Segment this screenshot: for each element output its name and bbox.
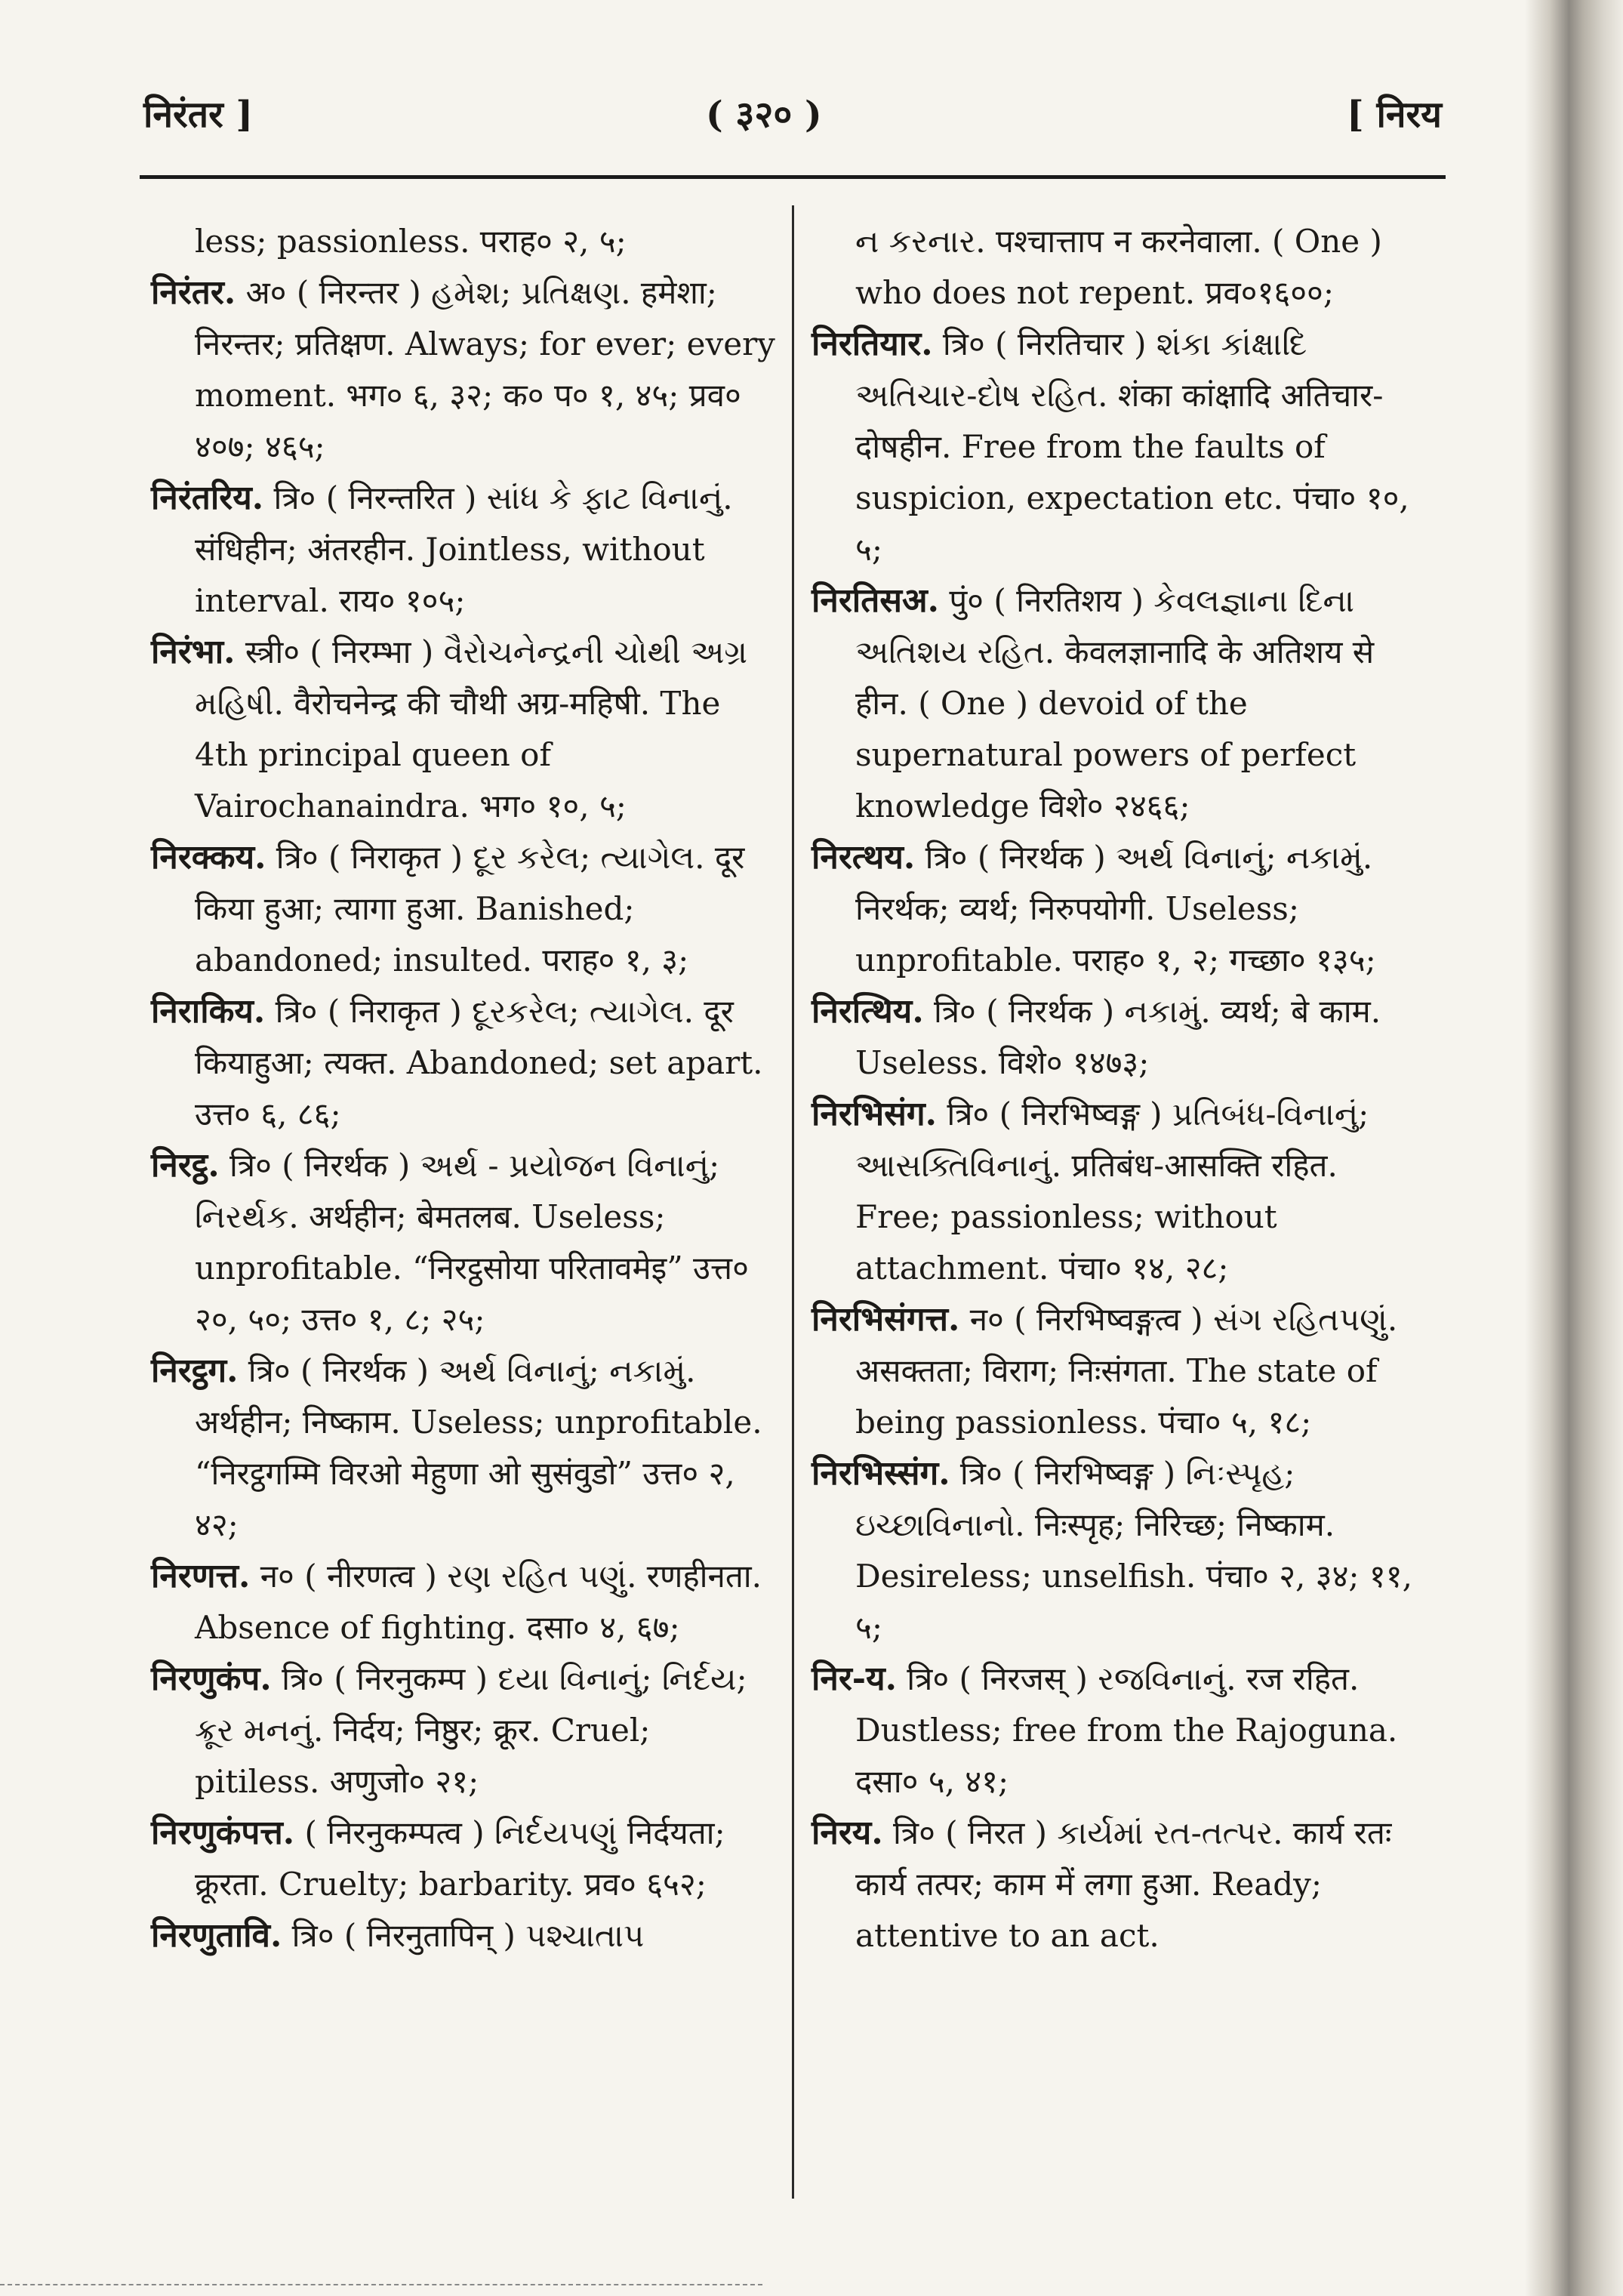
- entry-headword: निरंभा.: [151, 633, 236, 671]
- scan-edge: [1525, 0, 1623, 2296]
- header-right-word: [ निरय: [1347, 94, 1442, 136]
- entry-headword: निरक्कय.: [151, 838, 266, 877]
- entry-definition: त्रि० ( निरतिचार ) શંકા કાંક્ષાદિ અતિચાર-દોષ રહિત. शंका कांक्षादि अतिचार-दोषहीन. Free from the faults of suspicion, expectation etc. पंचा० १०, ५;: [855, 325, 1409, 568]
- entry-definition: न० ( निरभिष्वङ्गत्व ) સંગ રહિતપણું. असक्तता; विराग; निःसंगता. The state of being passionless. पंचा० ५, १८;: [855, 1301, 1398, 1441]
- dictionary-entry: [812, 1653, 1431, 1808]
- entry-headword: निरभिस्संग.: [812, 1454, 950, 1493]
- entry-headword: निरभिसंग.: [812, 1095, 937, 1133]
- entry-headword: निरतियार.: [812, 325, 933, 363]
- entry-headword: निरणत्त.: [151, 1557, 251, 1595]
- entry-definition: ( निरनुकम्पत्व ) નિર્દયપણું निर्दयता; क्रूरता. Cruelty; barbarity. प्रव० ६५२;: [195, 1814, 725, 1903]
- dictionary-entry: [151, 832, 778, 986]
- header-left-word: निरंतर ]: [143, 94, 254, 136]
- entry-headword: निरणुतावि.: [151, 1916, 282, 1955]
- entry-headword: निरत्थय.: [812, 838, 916, 877]
- entry-headword: निरणुकंप.: [151, 1660, 272, 1698]
- entry-headword: निरत्थिय.: [812, 992, 924, 1031]
- entry-headword: निरट्ठ.: [151, 1146, 220, 1185]
- entry-headword: निर-य.: [812, 1660, 897, 1698]
- entry-definition: त्रि० ( निरभिष्वङ्ग ) પ્રતિબંધ-વિનાનું; આસક્તિવિનાનું. प्रतिबंध-आसक्ति रहित. Free; passionless; without attachment. पंचा० १४, २८;: [855, 1096, 1369, 1287]
- entry-headword: निरंतरिय.: [151, 479, 264, 517]
- entry-definition: त्रि० ( निरजस् ) રજવિનાનું. रज रहित. Dustless; free from the Rajoguna. दसा० ५, ४१;: [855, 1660, 1398, 1800]
- entry-headword: निरट्ठग.: [151, 1351, 239, 1390]
- dictionary-entry: [151, 1808, 778, 1910]
- entry-headword: निराकिय.: [151, 992, 266, 1031]
- header-rule: [140, 175, 1446, 179]
- entry-headword: निरणुकंपत्त.: [151, 1814, 295, 1852]
- entry-headword: निरतिसअ.: [812, 581, 939, 620]
- entry-definition: त्रि० ( निरनुतापिन् ) પશ્ચાતાપ: [291, 1917, 645, 1954]
- dictionary-entry: [812, 319, 1431, 575]
- dictionary-entry: [812, 832, 1431, 986]
- dictionary-entry: [151, 267, 778, 473]
- dictionary-entry: [812, 986, 1431, 1089]
- entry-definition: ન કરનાર. पश्चात्ताप न करनेवाला. ( One ) who does not repent. प्रव०१६००;: [855, 223, 1382, 311]
- entry-definition: less; passionless. पराह० २, ५;: [195, 223, 627, 260]
- dictionary-entry: [812, 1448, 1431, 1653]
- entry-definition: त्रि० ( निरत ) કાર્યમાં રત-તત્પર. कार्य रतः कार्य तत्पर; काम में लगा हुआ. Ready; attentive to an act.: [855, 1814, 1392, 1954]
- dictionary-entry: [151, 473, 778, 627]
- entry-headword: निरभिसंगत्त.: [812, 1300, 960, 1339]
- entry-headword: निरय.: [812, 1814, 883, 1852]
- entry-definition: त्रि० ( निरर्थक ) અર્થ વિનાનું; નકામું. निरर्थक; व्यर्थ; निरुपयोगी. Useless; unprofitable. पराह० १, २; गच्छा० १३५;: [855, 839, 1376, 978]
- dictionary-entry: [151, 627, 778, 832]
- dictionary-entry: [151, 1910, 778, 1962]
- entry-headword: निरंतर.: [151, 273, 236, 312]
- right-column: [812, 216, 1431, 1962]
- entry-definition: त्रि० ( निरर्थक ) અર્થ - પ્રયોજન વિનાનું; નિરર્થક. अर्थहीन; बेमतलब. Useless; unprofitable. “निरट्ठसोया परितावमेइ” उत्त० २०, ५०; उत्त० १, ८; २५;: [195, 1147, 749, 1338]
- entry-definition: त्रि० ( निरन्तरित ) સાંધ કે ફાટ વિનાનું. संधिहीन; अंतरहीन. Jointless, without interval. राय० १०५;: [195, 479, 733, 619]
- column-divider: [792, 205, 794, 2199]
- left-column: [151, 216, 778, 1962]
- entry-definition: त्रि० ( निरभिष्वङ्ग ) નિઃસ્પૃહ; ઇચ્છાવિનાનો. निःस्पृह; निरिच्छ; निष्काम. Desireless; unselfish. पंचा० २, ३४; ११, ५;: [855, 1455, 1412, 1646]
- dictionary-entry: [812, 575, 1431, 832]
- entry-definition: त्रि० ( निरर्थक ) નકામું. व्यर्थ; बे काम. Useless. विशे० १४७३;: [855, 993, 1381, 1081]
- entry-definition: स्त्री० ( निरम्भा ) વૈરોચનેન્દ્રની ચોથી અગ્ર મહિષી. वैरोचनेन्द्र की चौथी अग्र-महिषी. The 4th principal queen of Vairochanaindra. भग० १०, ५;: [195, 633, 748, 824]
- entry-definition: त्रि० ( निराकृत ) દૂર કરેલ; ત્યાગેલ. दूर किया हुआ; त्यागा हुआ. Banished; abandoned; insulted. पराह० १, ३;: [195, 839, 745, 978]
- entry-definition: पुं० ( निरतिशय ) કેવલજ્ઞાના દિના અતિશય રહિત. केवलज्ञानादि के अतिशय से हीन. ( One ) devoid of the supernatural powers of perfect knowledge विशे० २४६६;: [855, 582, 1375, 824]
- dictionary-entry: [812, 1808, 1431, 1962]
- dictionary-entry: [151, 1551, 778, 1653]
- dictionary-entry: [151, 1653, 778, 1808]
- dictionary-entry: [151, 1140, 778, 1345]
- bottom-edge-line: [0, 2284, 762, 2285]
- entry-definition: त्रि० ( निराकृत ) દૂરકરેલ; ત્યાગેલ. दूर कियाहुआ; त्यक्त. Abandoned; set apart. उत्त० ६, ८६;: [195, 993, 763, 1133]
- entry-definition: त्रि० ( निरर्थक ) અર્થ વિનાનું; નકામું. अर्थहीन; निष्काम. Useless; unprofitable. “निरट्ठगम्मि विरओ मेहुणा ओ सुसंवुडो” उत्त० २, ४२;: [195, 1352, 762, 1543]
- entry-definition: न० ( नीरणत्व ) રણ રહિત પણું. रणहीनता. Absence of fighting. दसा० ४, ६७;: [195, 1558, 762, 1646]
- dictionary-entry: [151, 986, 778, 1140]
- dictionary-entry: [151, 1345, 778, 1551]
- entry-definition: त्रि० ( निरनुकम्प ) દયા વિનાનું; નિર્દય; ક્રૂર મનનું. निर्दय; निष्ठुर; क्रूर. Cruel; pitiless. अणुजो० २१;: [195, 1660, 747, 1800]
- dictionary-entry: [812, 1294, 1431, 1448]
- dictionary-entry: [812, 216, 1431, 319]
- page-number: ( ३२० ): [706, 94, 822, 136]
- page-header: [143, 89, 1442, 149]
- dictionary-entry: [151, 216, 778, 267]
- entry-definition: अ० ( निरन्तर ) હમેશ; પ્રતિક્ષણ. हमेशा; निरन्तर; प्रतिक्षण. Always; for ever; every moment. भग० ६, ३२; क० प० १, ४५; प्रव० ४०७; ४६५;: [195, 274, 775, 465]
- dictionary-entry: [812, 1089, 1431, 1294]
